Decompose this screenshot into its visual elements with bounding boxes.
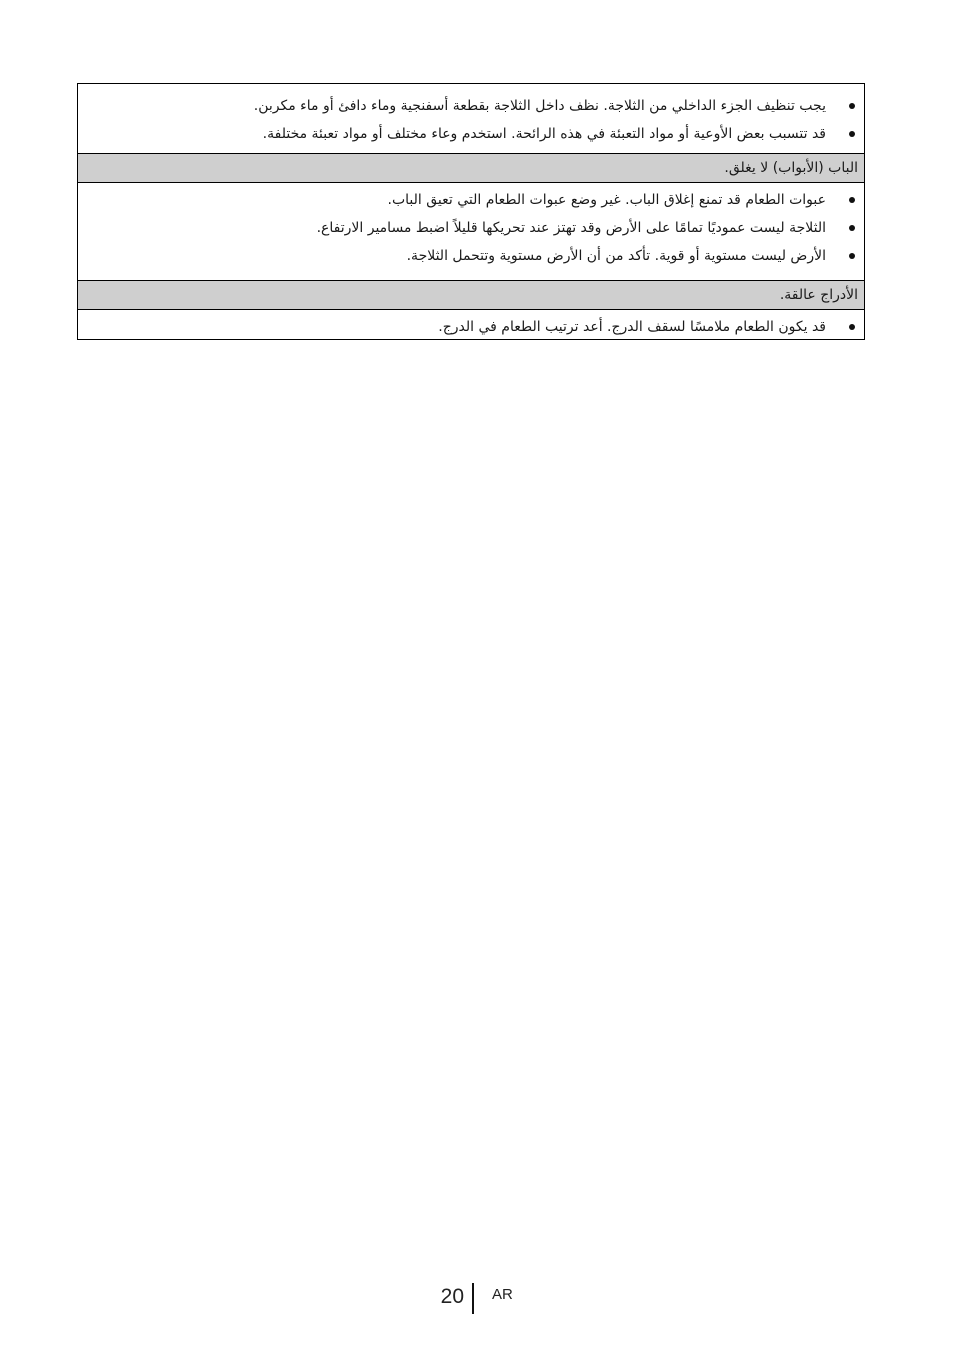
list-item <box>78 313 864 341</box>
bullet-icon <box>849 197 855 203</box>
list-item-text: يجب تنظيف الجزء الداخلي من الثلاجة. نظف داخل الثلاجة بقطعة أسفنجية وماء دافئ أو ماء مكربن. <box>253 98 826 114</box>
bullet-icon <box>849 324 855 330</box>
bullet-icon <box>849 131 855 137</box>
bullet-icon <box>849 253 855 259</box>
list-item <box>78 214 864 242</box>
list-item <box>78 92 864 120</box>
list-item-text: الأرض ليست مستوية أو قوية. تأكد من أن الأرض مستوية وتتحمل الثلاجة. <box>406 248 826 264</box>
odor-solutions-list <box>78 84 864 153</box>
drawers-stuck-heading: الأدراج عالقة. <box>78 280 864 309</box>
list-item-text: قد يكون الطعام ملامسًا لسقف الدرج. أعد ترتيب الطعام في الدرج. <box>438 319 826 335</box>
bullet-icon <box>849 103 855 109</box>
drawers-solutions-list <box>78 309 864 339</box>
list-item <box>78 186 864 214</box>
troubleshooting-table <box>77 83 865 340</box>
list-item-text: قد تتسبب بعض الأوعية أو مواد التعبئة في هذه الرائحة. استخدم وعاء مختلف أو مواد تعبئة مختلفة. <box>262 126 826 142</box>
list-item <box>78 242 864 270</box>
list-item-text: الثلاجة ليست عموديًا تمامًا على الأرض وقد تهتز عند تحريكها قليلاً اضبط مسامير الارتفاع. <box>316 220 826 236</box>
door-solutions-list <box>78 182 864 280</box>
footer-divider <box>472 1283 474 1314</box>
list-item <box>78 120 864 148</box>
door-not-closing-heading: الباب (الأبواب) لا يغلق. <box>78 153 864 182</box>
language-code: AR <box>492 1286 513 1303</box>
list-item-text: عبوات الطعام قد تمنع إغلاق الباب. غير وضع عبوات الطعام التي تعيق الباب. <box>387 192 826 208</box>
page-number: 20 <box>440 1285 464 1308</box>
bullet-icon <box>849 225 855 231</box>
